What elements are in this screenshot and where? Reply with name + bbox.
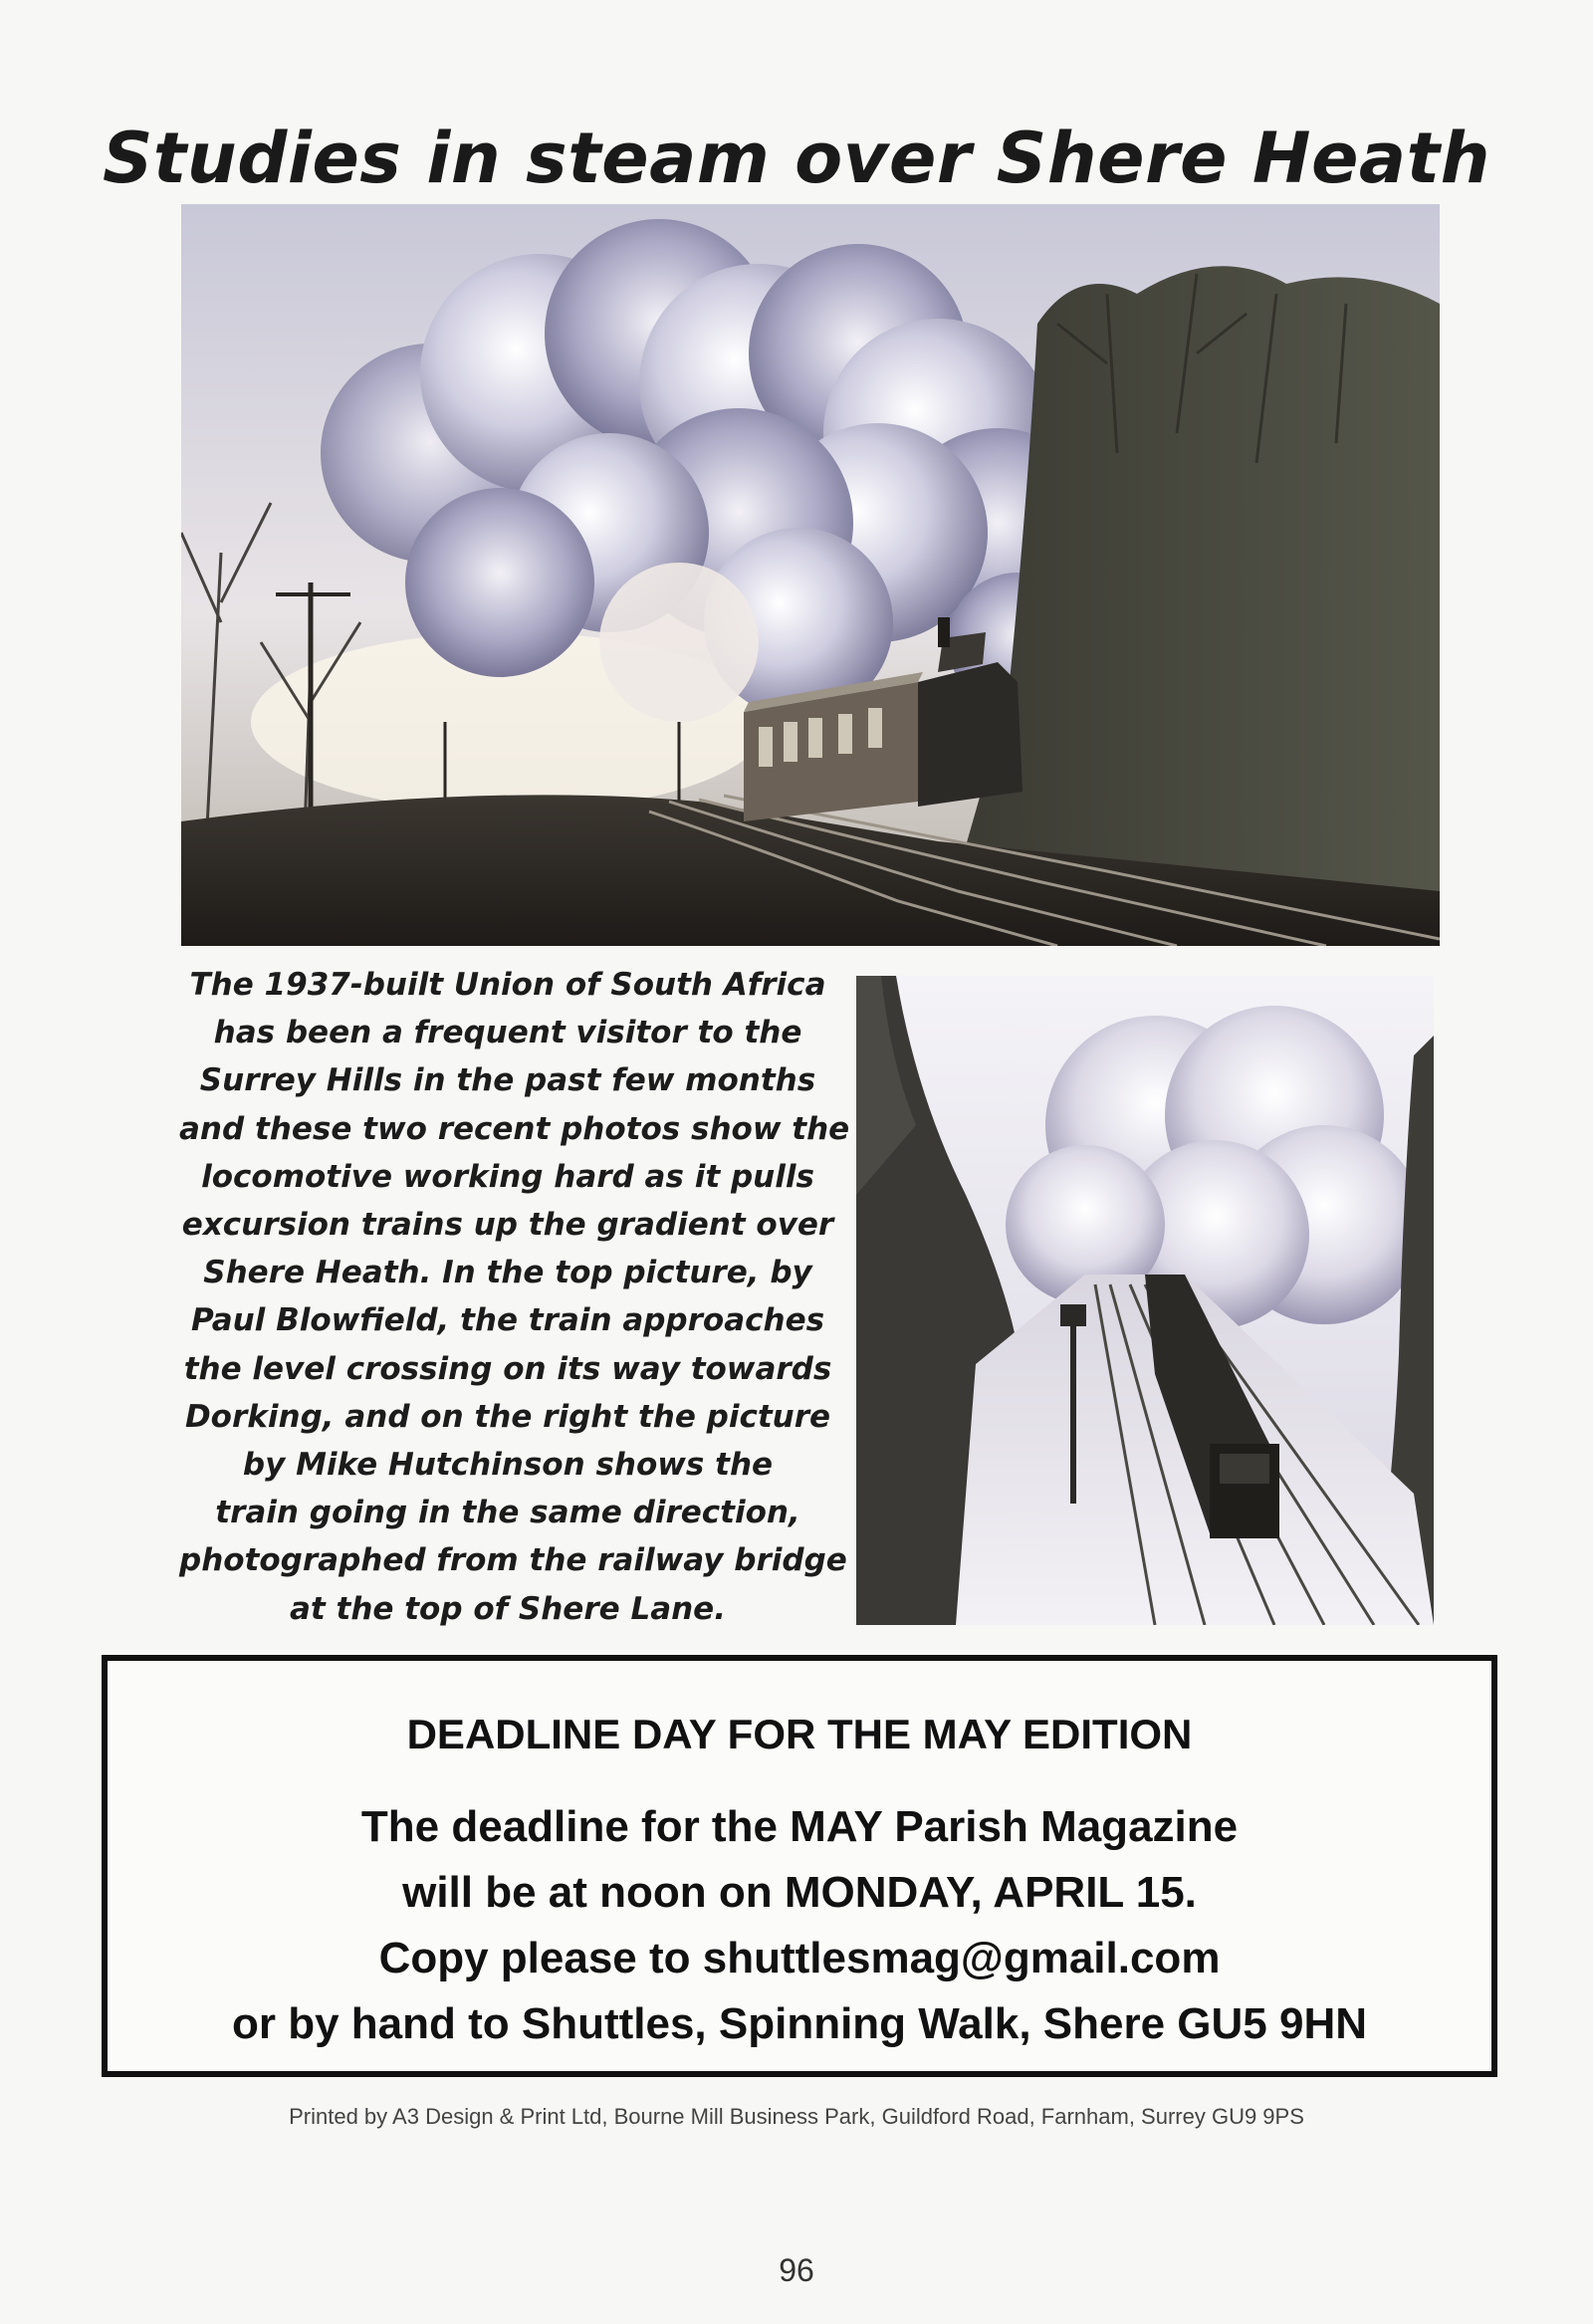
caption-line: and these two recent photos show the (179, 1110, 850, 1147)
caption-line: Shere Heath. In the top picture, by (203, 1255, 812, 1291)
caption-line: The 1937-built Union of South Africa (189, 967, 826, 1003)
deadline-body (108, 1794, 1491, 2057)
caption-line: photographed from the railway bridge (179, 1542, 847, 1579)
caption-line: the level crossing on its way towards (183, 1350, 832, 1387)
caption-line: locomotive working hard as it pulls (201, 1158, 814, 1195)
deadline-line: The deadline for the MAY Parish Magazine (360, 1802, 1239, 1851)
top-steam-train-photo (181, 204, 1440, 946)
caption-line: has been a frequent visitor to the (213, 1015, 802, 1051)
page-number: 96 (779, 2252, 814, 2288)
caption-line: by Mike Hutchinson shows the (242, 1447, 774, 1484)
deadline-line: or by hand to Shuttles, Spinning Walk, Shere GU5 9HN (231, 1999, 1368, 2048)
right-snow-train-photo (856, 976, 1434, 1625)
page-title: Studies in steam over Shere Heath (103, 117, 1490, 199)
printer-footer: Printed by A3 Design & Print Ltd, Bourne Mill Business Park, Guildford Road, Farnham, Surrey GU9 9PS (289, 2104, 1304, 2129)
caption-line: Dorking, and on the right the picture (184, 1398, 831, 1435)
photo-caption (179, 961, 850, 1633)
deadline-email-line: Copy please to shuttlesmag@gmail.com (378, 1934, 1221, 1982)
caption-line: at the top of Shere Lane. (290, 1590, 726, 1627)
deadline-line: will be at noon on MONDAY, APRIL 15. (402, 1868, 1197, 1917)
deadline-heading: DEADLINE DAY FOR THE MAY EDITION (406, 1711, 1193, 1757)
caption-line: Paul Blowfield, the train approaches (190, 1302, 825, 1339)
caption-line: train going in the same direction, (215, 1495, 800, 1531)
caption-line: excursion trains up the gradient over (181, 1207, 834, 1244)
deadline-notice-box (102, 1655, 1497, 2077)
caption-line: Surrey Hills in the past few months (199, 1062, 816, 1099)
